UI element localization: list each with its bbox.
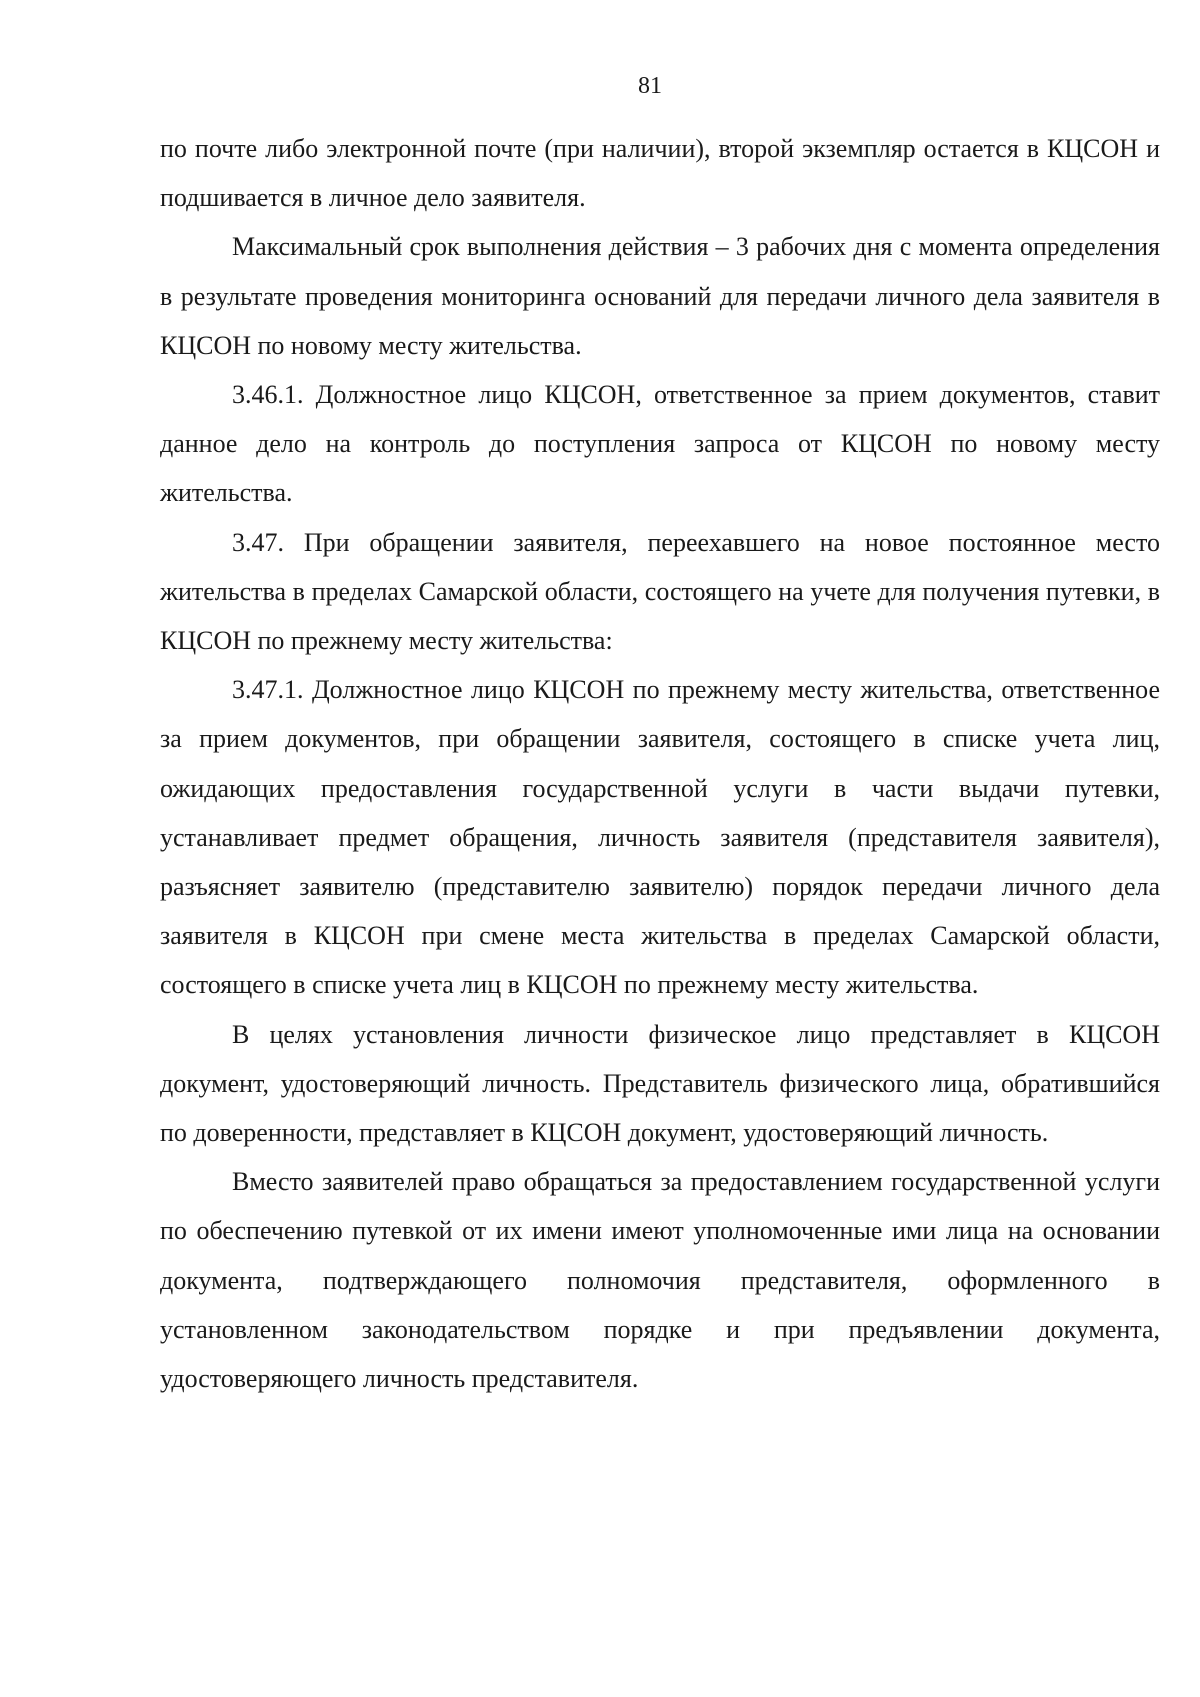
page-number: 81 xyxy=(638,73,662,99)
document-body xyxy=(160,124,1160,1403)
paragraph-identity: В целях установления личности физическое лицо представляет в КЦСОН документ, удостоверяющий личность. Представитель физического лица, обратившийся по доверенности, представляет в КЦСОН документ, удостоверяющий личность. xyxy=(160,1019,1160,1148)
paragraph-representatives: Вместо заявителей право обращаться за предоставлением государственной услуги по обеспечению путевкой от их имени имеют уполномоченные ими лица на основании документа, подтверждающего полномочия представителя, оформленного в установленном законодательством порядке и при предъявлении документа, удостоверяющего личность представителя. xyxy=(160,1167,1160,1394)
paragraph-max-term: Максимальный срок выполнения действия – 3 рабочих дня с момента определения в результате проведения мониторинга оснований для передачи личного дела заявителя в КЦСОН по новому месту жительства. xyxy=(160,232,1160,360)
paragraph-3-47: 3.47. При обращении заявителя, переехавшего на новое постоянное место жительства в пределах Самарской области, состоящего на учете для получения путевки, в КЦСОН по прежнему месту жительства: xyxy=(160,527,1160,656)
paragraph-continuation: по почте либо электронной почте (при наличии), второй экземпляр остается в КЦСОН и подшивается в личное дело заявителя. xyxy=(160,134,1160,213)
paragraph-3-47-1: 3.47.1. Должностное лицо КЦСОН по прежнему месту жительства, ответственное за прием документов, при обращении заявителя, состоящего в списке учета лиц, ожидающих предоставления государственной услуги в части выдачи путевки, устанавливает предмет обращения, личность заявителя (представителя заявителя), разъясняет заявителю (представителю заявителю) порядок передачи личного дела заявителя в КЦСОН при смене места жительства в пределах Самарской области, состоящего в списке учета лиц в КЦСОН по прежнему месту жительства. xyxy=(160,675,1160,1000)
paragraph-3-46-1: 3.46.1. Должностное лицо КЦСОН, ответственное за прием документов, ставит данное дело на контроль до поступления запроса от КЦСОН по новому месту жительства. xyxy=(160,380,1160,508)
